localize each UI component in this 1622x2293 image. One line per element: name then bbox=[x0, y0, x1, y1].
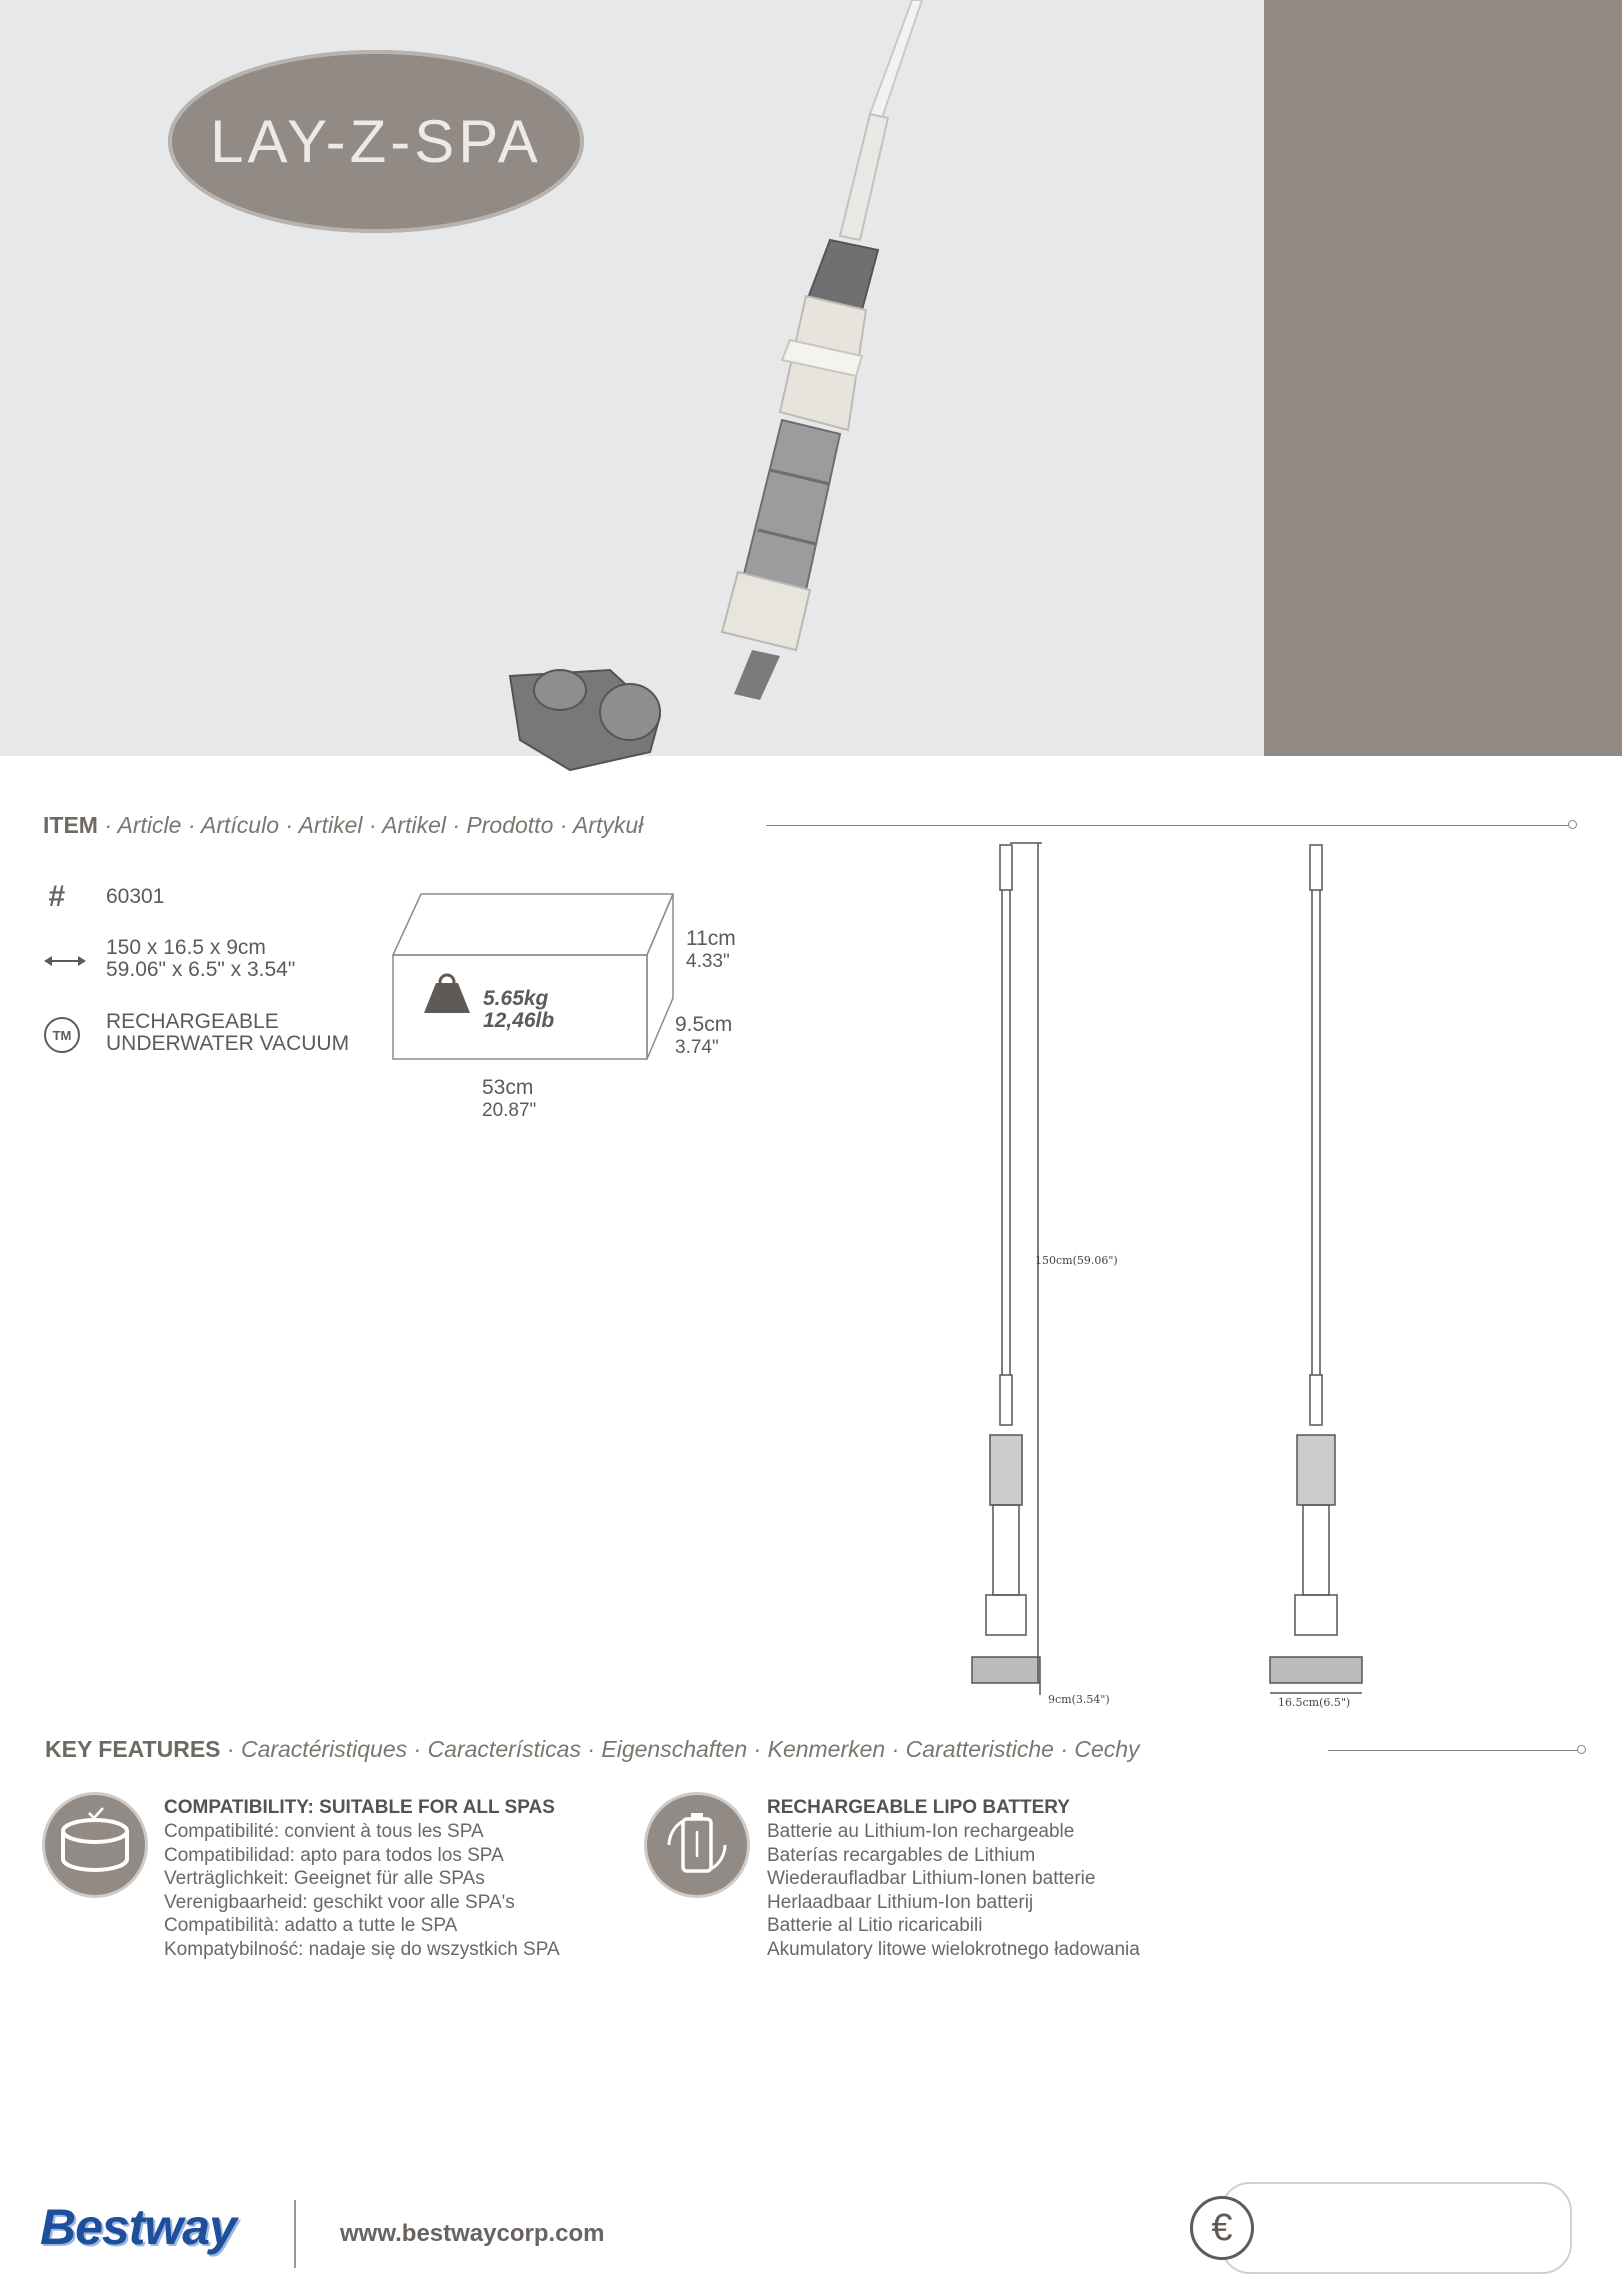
item-title-bold: ITEM bbox=[43, 812, 98, 838]
dimensions-metric: 150 x 16.5 x 9cm bbox=[106, 936, 266, 959]
feature-2-line-4: Herlaadbaar Lithium-Ion batterij bbox=[767, 1891, 1034, 1913]
feature-1-line-3: Verträglichkeit: Geeignet für alle SPAs bbox=[164, 1868, 485, 1889]
dimensions-imperial: 59.06" x 6.5" x 3.54" bbox=[106, 958, 296, 981]
description-line2: UNDERWATER VACUUM bbox=[106, 1032, 350, 1055]
feature-1-line-5: Compatibilità: adatto a tutte le SPA bbox=[164, 1915, 458, 1936]
euro-icon: € bbox=[1190, 2196, 1254, 2260]
product-photo bbox=[490, 0, 950, 780]
item-divider-end bbox=[1568, 820, 1577, 829]
box-depth-cm: 9.5cm bbox=[675, 1013, 733, 1036]
feature-2-line-2: Baterías recargables de Lithium bbox=[767, 1844, 1036, 1866]
features-title-languages: · Caractéristiques · Características · Eigenschaften · Kenmerken · Caratteristiche · Cechy bbox=[220, 1736, 1140, 1762]
trademark-icon: TM bbox=[44, 1017, 80, 1053]
rechargeable-battery-icon bbox=[644, 1792, 750, 1898]
features-divider bbox=[1328, 1750, 1580, 1751]
features-title-bold: KEY FEATURES bbox=[45, 1736, 221, 1762]
hash-icon: # bbox=[48, 880, 65, 913]
bestway-logo: Bestway bbox=[40, 2199, 236, 2255]
box-width-in: 20.87" bbox=[482, 1100, 537, 1121]
price-box bbox=[1220, 2182, 1572, 2274]
head-depth-label: 9cm(3.54") bbox=[1048, 1693, 1110, 1706]
item-section-title bbox=[43, 812, 643, 839]
box-depth-in: 3.74" bbox=[675, 1037, 719, 1058]
feature-1-line-6: Kompatybilność: nadaje się do wszystkich SPA bbox=[164, 1938, 560, 1960]
head-width-label: 16.5cm(6.5") bbox=[1278, 1696, 1351, 1709]
technical-drawing bbox=[960, 835, 1380, 1715]
description-line1: RECHARGEABLE bbox=[106, 1010, 279, 1033]
feature-2-line-5: Batterie al Litio ricaricabili bbox=[767, 1915, 983, 1936]
shipping-box-diagram bbox=[385, 885, 685, 1065]
box-height-cm: 11cm bbox=[686, 927, 736, 950]
length-label: 150cm(59.06") bbox=[1035, 1254, 1118, 1267]
weight-lb: 12,46lb bbox=[483, 1009, 555, 1032]
spa-tub-check-icon bbox=[42, 1792, 148, 1898]
feature-2-line-1: Batterie au Lithium-Ion rechargeable bbox=[767, 1821, 1075, 1842]
feature-2-heading: RECHARGEABLE LIPO BATTERY bbox=[767, 1797, 1070, 1818]
item-title-languages: · Article · Artículo · Artikel · Artikel · Prodotto · Artykuł bbox=[97, 812, 644, 838]
features-section-title bbox=[45, 1736, 1140, 1763]
weight-kg: 5.65kg bbox=[483, 987, 549, 1010]
features-divider-end bbox=[1577, 1745, 1586, 1754]
logo-text: LAY-Z-SPA bbox=[210, 108, 542, 175]
feature-1-line-4: Verenigbaarheid: geschikt voor alle SPA's bbox=[164, 1891, 515, 1913]
item-number: 60301 bbox=[106, 885, 165, 908]
dimensions-arrow-icon bbox=[42, 951, 88, 971]
footer-divider bbox=[294, 2200, 296, 2268]
item-divider bbox=[766, 825, 1570, 826]
box-width-cm: 53cm bbox=[482, 1076, 534, 1099]
website-link[interactable]: www.bestwaycorp.com bbox=[340, 2220, 605, 2247]
feature-1-heading: COMPATIBILITY: SUITABLE FOR ALL SPAS bbox=[164, 1797, 555, 1818]
feature-2-line-6: Akumulatory litowe wielokrotnego ładowania bbox=[767, 1938, 1140, 1960]
feature-2-line-3: Wiederaufladbar Lithium-Ionen batterie bbox=[767, 1868, 1096, 1889]
side-color-panel bbox=[1264, 0, 1622, 756]
box-height-in: 4.33" bbox=[686, 951, 730, 972]
feature-1-line-1: Compatibilité: convient à tous les SPA bbox=[164, 1821, 484, 1842]
feature-1-line-2: Compatibilidad: apto para todos los SPA bbox=[164, 1844, 504, 1866]
